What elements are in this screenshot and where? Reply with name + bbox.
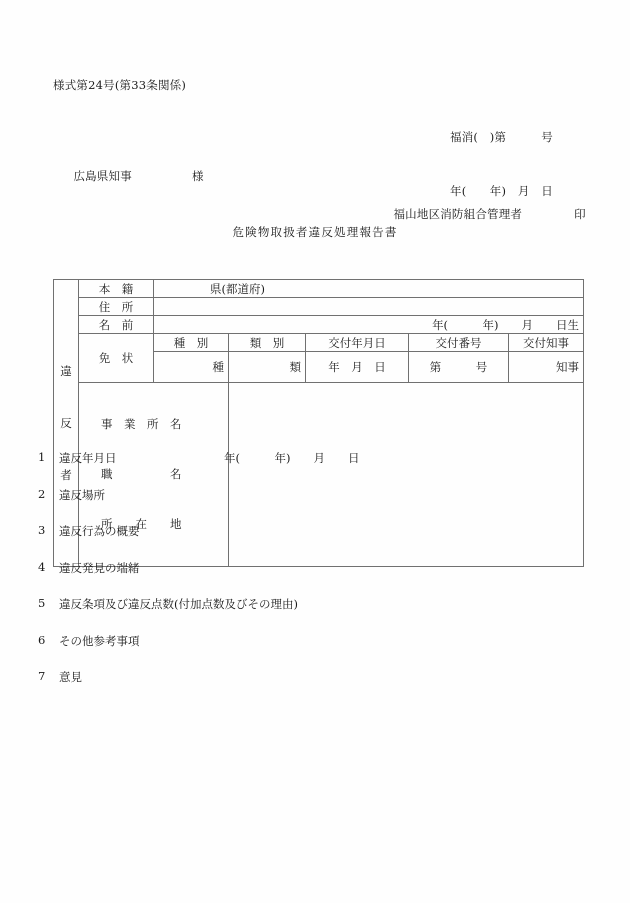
document-number: 福消( )第 号 — [450, 130, 553, 145]
document-date: 年( 年) 月 日 — [450, 183, 553, 198]
item-number: 4 — [38, 559, 46, 574]
license-header-shubetsu: 種 別 — [154, 334, 229, 352]
addressee-honorific: 様 — [191, 168, 204, 183]
list-item — [38, 596, 598, 633]
item-label: その他参考事項 — [59, 633, 140, 648]
establishment-position-label: 職 名 — [101, 467, 182, 482]
honseki-value[interactable]: 県(都道府) — [154, 280, 584, 298]
violator-label-char-2: 反 — [60, 416, 72, 431]
list-item — [38, 450, 598, 487]
addressee-name: 広島県知事 — [73, 168, 132, 183]
list-item — [38, 560, 598, 597]
license-value-issue-governor[interactable]: 知事 — [509, 352, 584, 383]
table-row — [54, 334, 584, 352]
item-date-field[interactable]: 年( 年) 月 日 — [224, 451, 360, 465]
list-item — [38, 633, 598, 670]
document-title: 危険物取扱者違反処理報告書 — [232, 225, 398, 239]
license-header-issue-number: 交付番号 — [409, 334, 509, 352]
table-row — [54, 298, 584, 316]
form-code: 様式第24号(第33条関係) — [53, 78, 187, 92]
list-item — [38, 487, 598, 524]
menjo-label: 免 状 — [79, 334, 154, 383]
license-header-ruibetsu: 類 別 — [229, 334, 306, 352]
item-label: 違反条項及び違反点数(付加点数及びその理由) — [59, 597, 298, 611]
jusho-label: 住 所 — [79, 298, 154, 316]
item-number: 5 — [38, 596, 46, 610]
item-number: 6 — [38, 632, 46, 647]
list-item — [38, 523, 598, 560]
violator-label-char-1: 違 — [60, 363, 72, 378]
item-label: 違反年月日 — [59, 451, 117, 465]
seal-mark: 印 — [574, 206, 586, 221]
item-label: 意見 — [59, 670, 82, 684]
item-number: 1 — [38, 450, 46, 464]
license-value-shubetsu[interactable]: 種 — [154, 352, 229, 383]
establishment-name-label: 事 業 所 名 — [101, 417, 182, 432]
violator-label-char-3: 者 — [60, 468, 72, 483]
numbered-items-list — [38, 450, 598, 706]
license-value-issue-number[interactable]: 第 号 — [409, 352, 509, 383]
namae-birthdate[interactable]: 年( 年) 月 日生 — [154, 316, 584, 334]
item-number: 2 — [38, 486, 46, 501]
license-value-ruibetsu[interactable]: 類 — [229, 352, 306, 383]
table-row — [54, 316, 584, 334]
item-label: 違反行為の概要 — [59, 524, 140, 538]
honseki-label: 本 籍 — [79, 280, 154, 298]
list-item — [38, 669, 598, 706]
item-label: 違反発見の端緒 — [59, 560, 140, 575]
table-row — [54, 280, 584, 298]
namae-label: 名 前 — [79, 316, 154, 334]
item-number: 3 — [38, 523, 46, 537]
license-header-issue-governor: 交付知事 — [509, 334, 584, 352]
item-label: 違反場所 — [59, 487, 105, 502]
license-value-issue-date[interactable]: 年 月 日 — [306, 352, 409, 383]
issuer-name: 福山地区消防組合管理者 — [393, 206, 523, 221]
item-number: 7 — [38, 669, 46, 683]
license-header-issue-date: 交付年月日 — [306, 334, 409, 352]
addressee-line — [58, 153, 204, 200]
jusho-value[interactable] — [154, 298, 584, 316]
establishment-address-label: 所 在 地 — [101, 517, 182, 532]
